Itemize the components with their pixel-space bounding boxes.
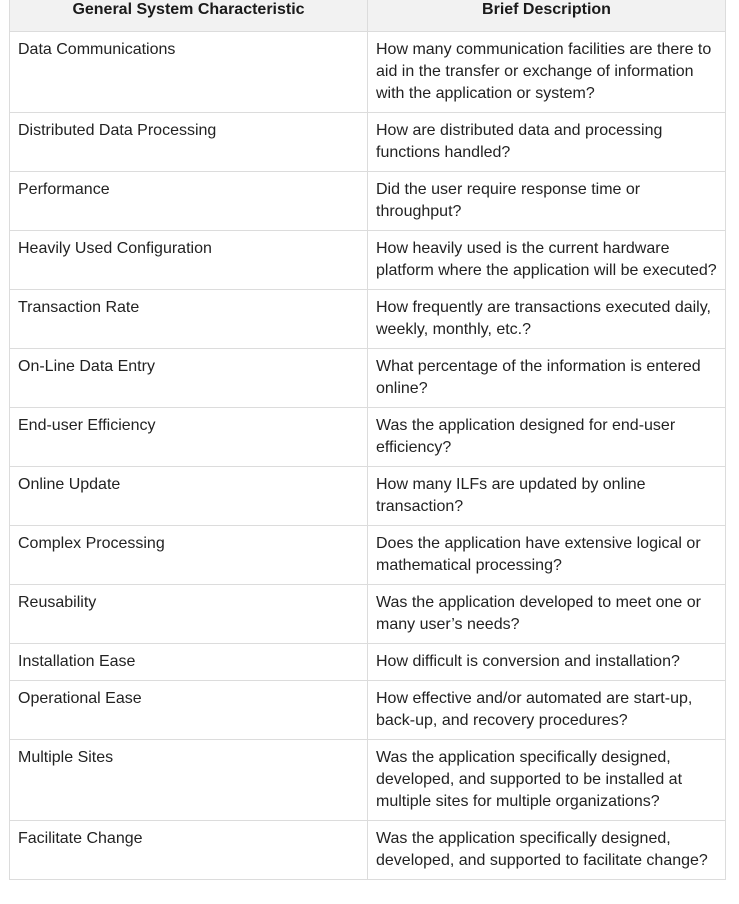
description-cell: How heavily used is the current hardware platform where the application will be executed?: [368, 231, 726, 290]
table-row: [10, 467, 726, 526]
table-row: [10, 821, 726, 880]
description-cell: How are distributed data and processing functions handled?: [368, 113, 726, 172]
table-row: [10, 408, 726, 467]
table-row: [10, 349, 726, 408]
table-row: [10, 585, 726, 644]
table-row: [10, 172, 726, 231]
characteristic-cell: End-user Efficiency: [10, 408, 368, 467]
characteristic-cell: Complex Processing: [10, 526, 368, 585]
description-cell: How frequently are transactions executed daily, weekly, monthly, etc.?: [368, 290, 726, 349]
header-row: [10, 0, 726, 32]
table-row: [10, 740, 726, 821]
characteristic-cell: Distributed Data Processing: [10, 113, 368, 172]
characteristic-cell: Installation Ease: [10, 644, 368, 681]
characteristic-cell: Online Update: [10, 467, 368, 526]
table-row: [10, 644, 726, 681]
gsc-table: [9, 0, 726, 880]
description-cell: How difficult is conversion and installation?: [368, 644, 726, 681]
description-cell: What percentage of the information is entered online?: [368, 349, 726, 408]
description-cell: Was the application specifically designed, developed, and supported to facilitate change?: [368, 821, 726, 880]
table-row: [10, 681, 726, 740]
characteristic-cell: Heavily Used Configuration: [10, 231, 368, 290]
characteristic-cell: Reusability: [10, 585, 368, 644]
characteristic-cell: Performance: [10, 172, 368, 231]
table-row: [10, 526, 726, 585]
characteristic-cell: Facilitate Change: [10, 821, 368, 880]
table-body: [10, 32, 726, 880]
table-row: [10, 231, 726, 290]
description-cell: Does the application have extensive logical or mathematical processing?: [368, 526, 726, 585]
characteristic-cell: On-Line Data Entry: [10, 349, 368, 408]
description-cell: How effective and/or automated are start-up, back-up, and recovery procedures?: [368, 681, 726, 740]
characteristic-cell: Data Communications: [10, 32, 368, 113]
description-cell: Was the application designed for end-user efficiency?: [368, 408, 726, 467]
description-cell: Did the user require response time or throughput?: [368, 172, 726, 231]
header-description: Brief Description: [368, 0, 726, 32]
characteristic-cell: Transaction Rate: [10, 290, 368, 349]
table-row: [10, 290, 726, 349]
table-row: [10, 32, 726, 113]
table-row: [10, 113, 726, 172]
table-header: [10, 0, 726, 32]
description-cell: How many ILFs are updated by online transaction?: [368, 467, 726, 526]
characteristic-cell: Multiple Sites: [10, 740, 368, 821]
description-cell: Was the application developed to meet one or many user’s needs?: [368, 585, 726, 644]
description-cell: Was the application specifically designed, developed, and supported to be installed at multiple sites for multiple organizations?: [368, 740, 726, 821]
characteristic-cell: Operational Ease: [10, 681, 368, 740]
description-cell: How many communication facilities are there to aid in the transfer or exchange of information with the application or system?: [368, 32, 726, 113]
header-characteristic: General System Characteristic: [10, 0, 368, 32]
